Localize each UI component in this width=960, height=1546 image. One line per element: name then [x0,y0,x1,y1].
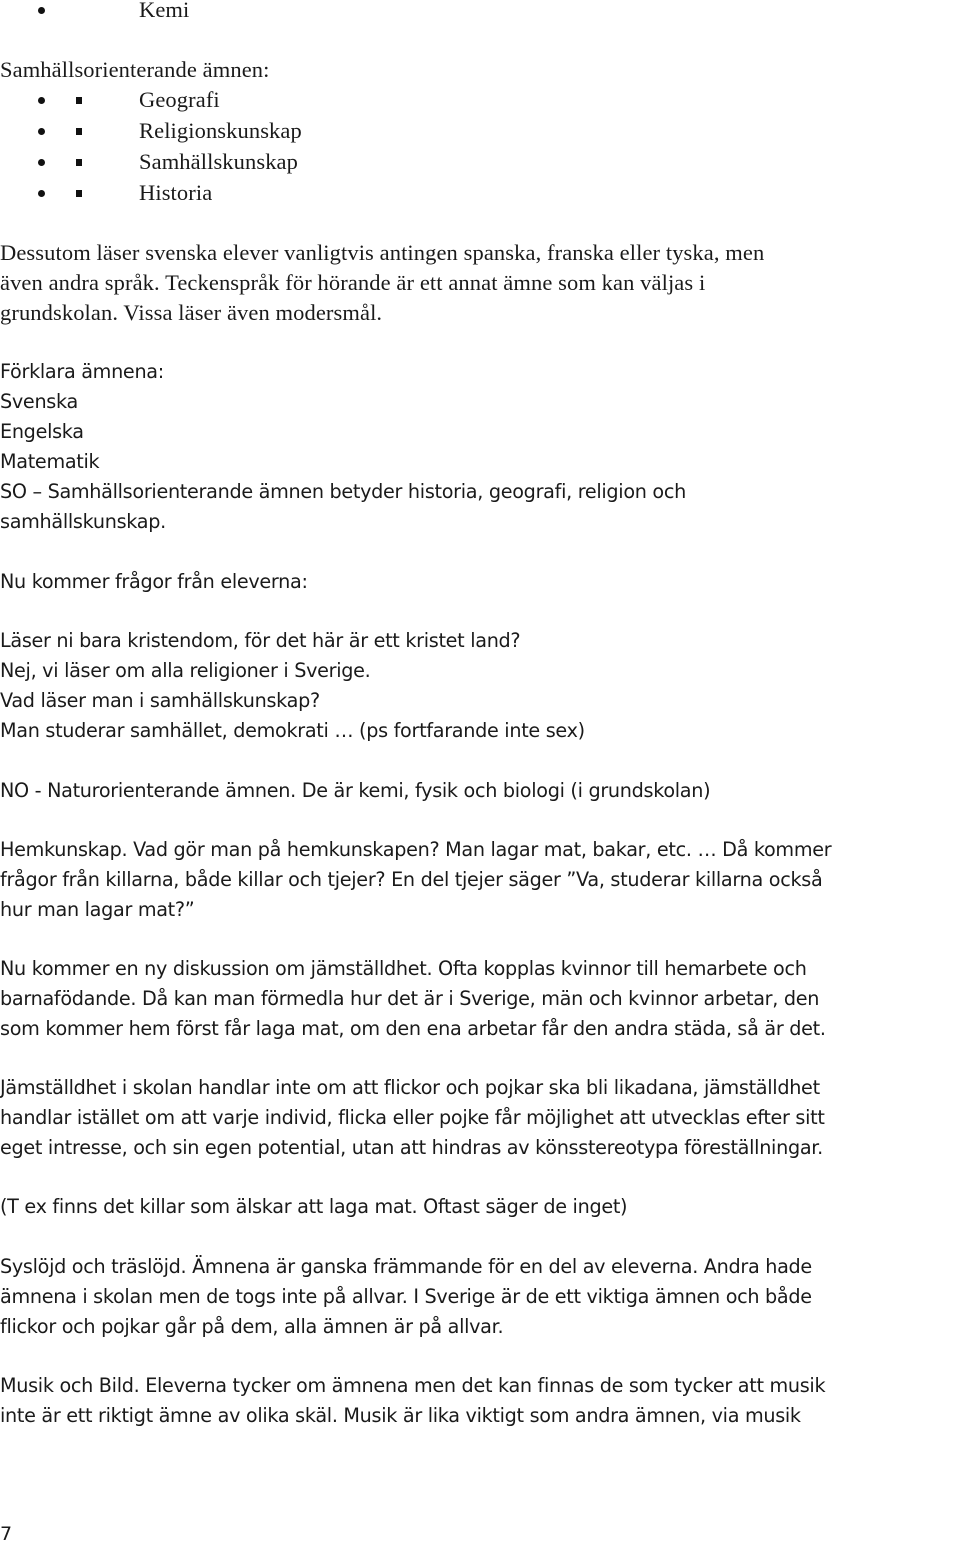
bullet-icon [38,97,45,104]
paragraph-equality-school: Jämställdhet i skolan handlar inte om att flickor och pojkar ska bli likadana, jämställdhet handlar istället om att varje individ, flicka eller pojke får möjlighet att utvecklas efter sitt eget intresse, och sin egen potential, utan att hindras av könsstereotypa föreställningar. [0,1076,825,1159]
paragraph-questions: Läser ni bara kristendom, för det här är ett kristet land? Nej, vi läser om alla religioner i Sverige. Vad läser man i samhällskunskap? Man studerar samhället, demokrati … (ps fortfarande inte sex) [0,629,585,742]
page-number: 7 [0,1523,13,1545]
list-item-text: Samhällskunskap [139,149,298,174]
paragraph-crafts: Syslöjd och träslöjd. Ämnena är ganska främmande för en del av eleverna. Andra hade ämnena i skolan men de togs inte på allvar. I Sverige är de ett viktiga ämnen och både flickor och pojkar går på dem, alla ämnen är på allvar. [0,1255,812,1338]
so-heading: Samhällsorienterande ämnen: [0,57,270,82]
paragraph-home-economics: Hemkunskap. Vad gör man på hemkunskapen? Man lagar mat, bakar, etc. … Då kommer frågor från killarna, både killar och tjejer? En del tjejer säger ”Va, studerar killarna också hur man lagar mat?” [0,838,832,921]
paragraph-languages: Dessutom läser svenska elever vanligtvis antingen spanska, franska eller tyska, men även andra språk. Teckenspråk för hörande är ett annat ämne som kan väljas i grundskolan. Vissa läser även modersmål. [0,240,765,325]
list-item-text: Geografi [139,87,220,112]
paragraph-explain-subjects: Förklara ämnena: Svenska Engelska Matematik SO – Samhällsorienterande ämnen betyder historia, geografi, religion och samhällskunskap. [0,360,686,533]
list-item-text: Kemi [139,0,190,22]
paragraph-questions-intro: Nu kommer frågor från eleverna: [0,570,308,593]
paragraph-equality: Nu kommer en ny diskussion om jämställdhet. Ofta kopplas kvinnor till hemarbete och barnafödande. Då kan man förmedla hur det är i Sverige, män och kvinnor arbetar, den som kommer hem först får laga mat, om den ena arbetar får den andra städa, så är det. [0,957,826,1040]
paragraph-no: NO - Naturorienterande ämnen. De är kemi, fysik och biologi (i grundskolan) [0,779,711,802]
paragraph-music-art: Musik och Bild. Eleverna tycker om ämnena men det kan finnas de som tycker att musik inte är ett riktigt ämne av olika skäl. Musik är lika viktigt som andra ämnen, via musik [0,1374,826,1427]
list-item-text: Religionskunskap [139,118,302,143]
square-bullet-icon [76,159,82,166]
bullet-icon [38,128,45,135]
bullet-icon [38,190,45,197]
square-bullet-icon [76,97,82,104]
list-item-text: Historia [139,180,213,205]
paragraph-example: (T ex finns det killar som älskar att laga mat. Oftast säger de inget) [0,1195,628,1218]
bullet-icon [38,159,45,166]
bullet-icon [38,7,45,14]
square-bullet-icon [76,190,82,197]
square-bullet-icon [76,128,82,135]
